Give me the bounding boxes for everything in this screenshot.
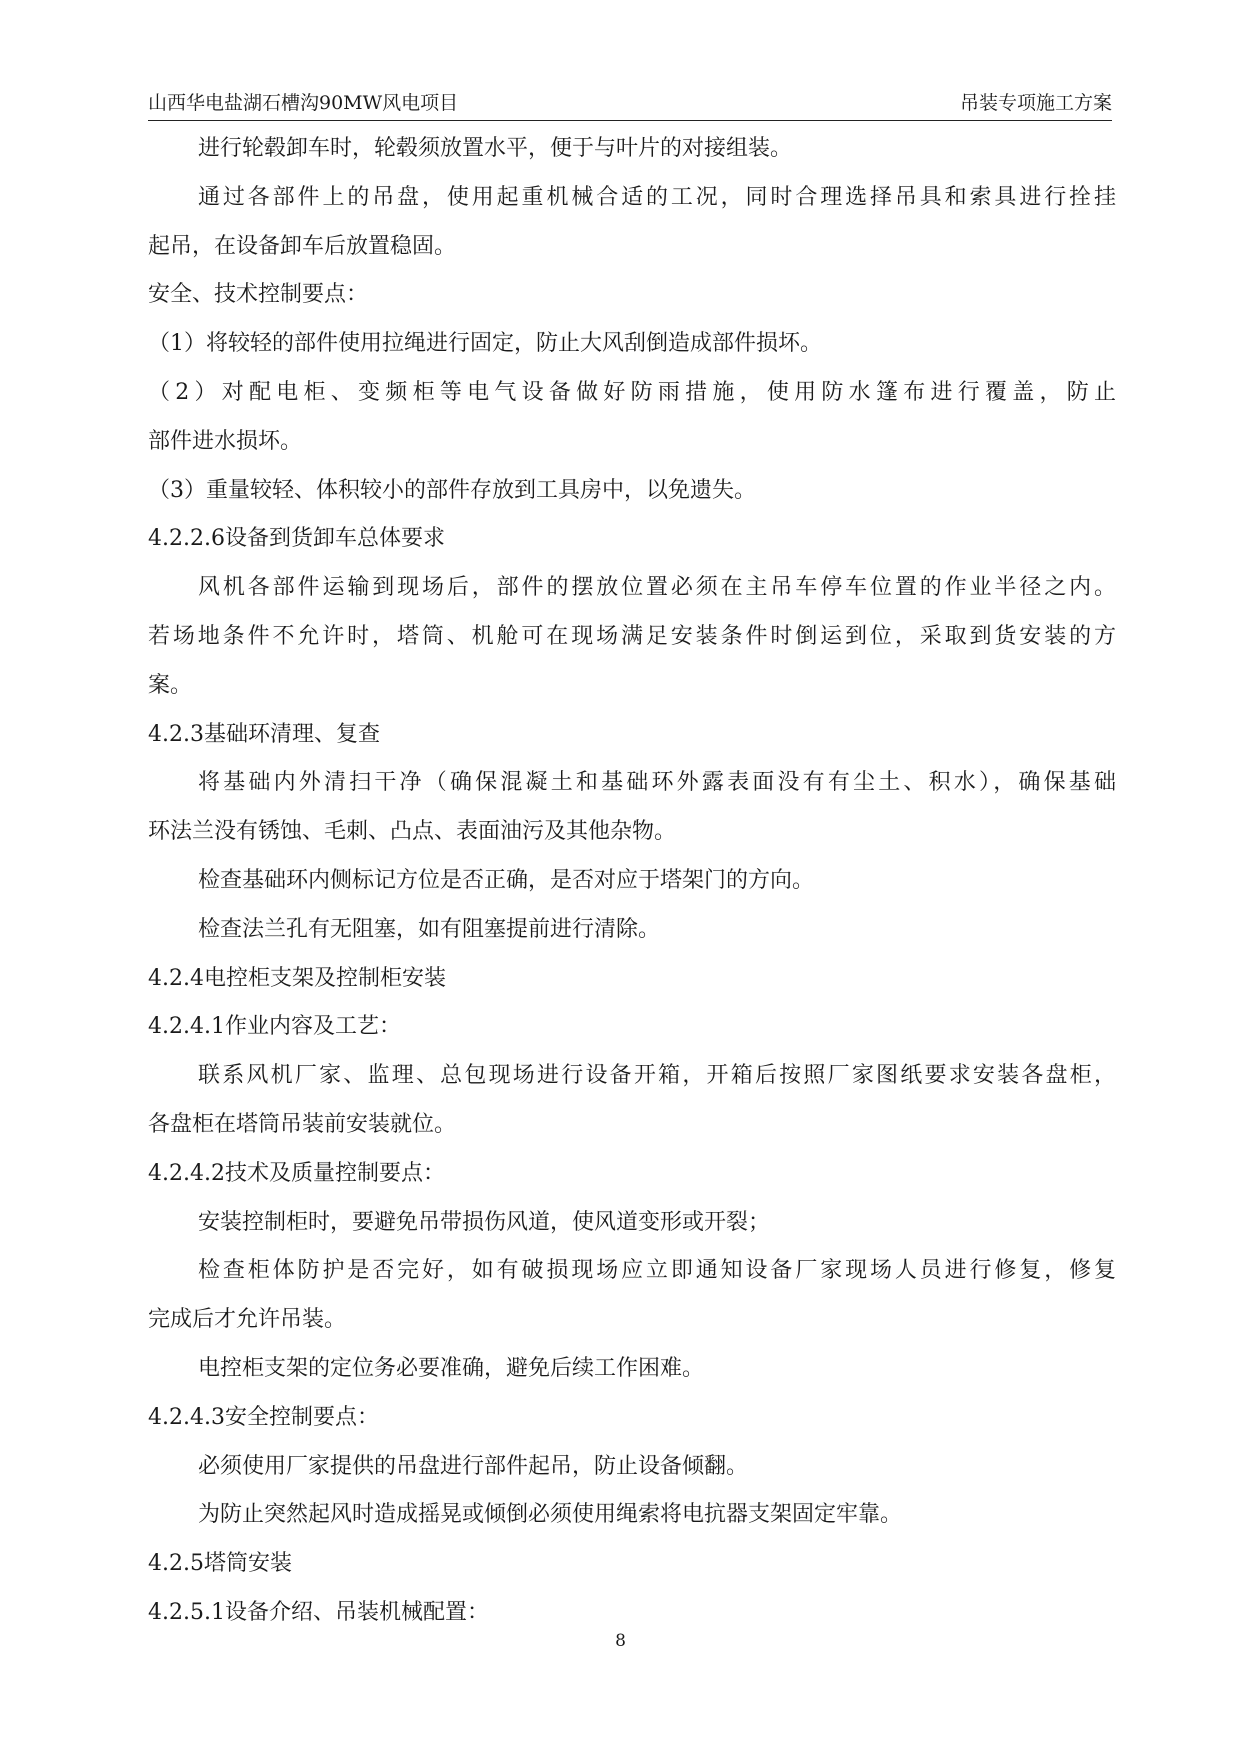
text-line: 联系风机厂家、监理、总包现场进行设备开箱，开箱后按照厂家图纸要求安装各盘柜， — [198, 1063, 1116, 1089]
text-line: 起吊，在设备卸车后放置稳固。 — [148, 233, 457, 259]
text-line: 部件进水损坏。 — [148, 428, 303, 454]
text-line: 进行轮毂卸车时，轮毂须放置水平，便于与叶片的对接组装。 — [198, 136, 793, 161]
text-line: 检查基础环内侧标记方位是否正确，是否对应于塔架门的方向。 — [198, 867, 815, 893]
text-line: 4.2.2.6设备到货卸车总体要求 — [148, 526, 445, 552]
text-line: 4.2.5.1设备介绍、吊装机械配置： — [148, 1599, 489, 1625]
text-line: 将基础内外清扫干净（确保混凝土和基础环外露表面没有有尘土、积水），确保基础 — [198, 770, 1116, 796]
page-number: 8 — [615, 1631, 626, 1651]
text-line: 检查柜体防护是否完好，如有破损现场应立即通知设备厂家现场人员进行修复，修复 — [198, 1258, 1116, 1284]
text-line: 必须使用厂家提供的吊盘进行部件起吊，防止设备倾翻。 — [198, 1453, 749, 1479]
document-title: 吊装专项施工方案 — [959, 92, 1112, 114]
project-title: 山西华电盐湖石槽沟90MW风电项目 — [148, 92, 459, 114]
text-line: 环法兰没有锈蚀、毛刺、凸点、表面油污及其他杂物。 — [148, 819, 677, 845]
text-line: 4.2.3基础环清理、复查 — [148, 721, 380, 747]
text-line: 4.2.4电控柜支架及控制柜安装 — [148, 965, 446, 991]
text-line: （1）将较轻的部件使用拉绳进行固定，防止大风刮倒造成部件损坏。 — [148, 331, 822, 357]
text-line: 电控柜支架的定位务必要准确，避免后续工作困难。 — [198, 1355, 705, 1381]
text-line: 案。 — [148, 672, 193, 698]
text-line: 4.2.4.1作业内容及工艺： — [148, 1014, 401, 1040]
text-line: 检查法兰孔有无阻塞，如有阻塞提前进行清除。 — [198, 916, 661, 942]
text-line: 通过各部件上的吊盘，使用起重机械合适的工况，同时合理选择吊具和索具进行拴挂 — [198, 184, 1116, 210]
page-header — [148, 86, 1112, 121]
text-line: 安装控制柜时，要避免吊带损伤风道，使风道变形或开裂； — [198, 1209, 771, 1235]
text-line: 风机各部件运输到现场后，部件的摆放位置必须在主吊车停车位置的作业半径之内。 — [198, 575, 1116, 601]
text-line: 各盘柜在塔筒吊装前安装就位。 — [148, 1111, 457, 1137]
text-line: （3）重量较轻、体积较小的部件存放到工具房中，以免遗失。 — [148, 477, 756, 503]
text-line: （2）对配电柜、变频柜等电气设备做好防雨措施，使用防水篷布进行覆盖，防止 — [148, 379, 1116, 405]
text-line: 4.2.4.3安全控制要点： — [148, 1404, 379, 1430]
text-line: 为防止突然起风时造成摇晃或倾倒必须使用绳索将电抗器支架固定牢靠。 — [198, 1502, 903, 1528]
text-line: 4.2.5塔筒安装 — [148, 1551, 292, 1577]
text-line: 4.2.4.2技术及质量控制要点： — [148, 1160, 445, 1186]
text-line: 安全、技术控制要点： — [148, 282, 369, 308]
text-line: 若场地条件不允许时，塔筒、机舱可在现场满足安装条件时倒运到位，采取到货安装的方 — [148, 623, 1116, 649]
document-body — [148, 125, 1116, 1638]
text-line: 完成后才允许吊装。 — [148, 1307, 347, 1333]
